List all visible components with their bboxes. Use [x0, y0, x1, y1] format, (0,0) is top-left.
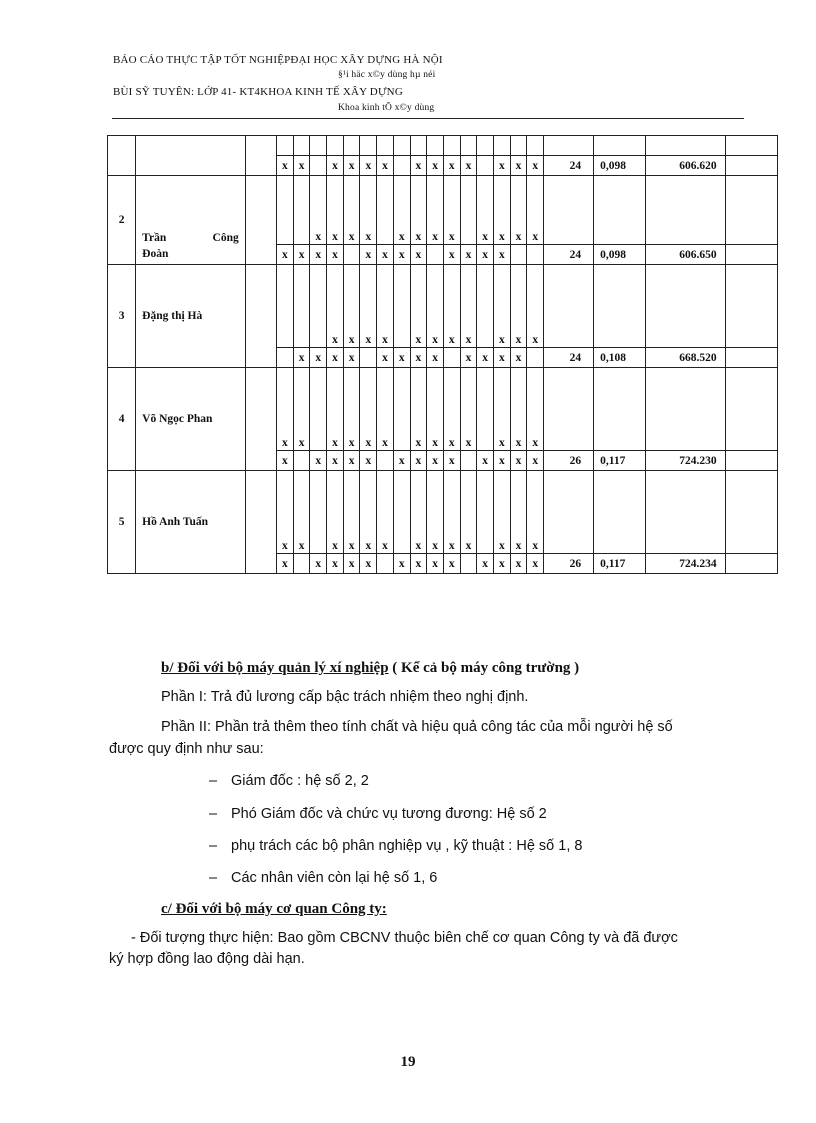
attendance-mark: x [427, 265, 444, 348]
blank-cell [245, 176, 276, 265]
attendance-mark: x [343, 554, 360, 574]
attendance-mark: x [460, 471, 477, 554]
attendance-mark: x [427, 451, 444, 471]
table-row [108, 136, 778, 156]
bullet-item [209, 773, 369, 789]
row-number: 3 [108, 265, 136, 368]
employee-name: Đặng thị Hà [136, 265, 246, 368]
attendance-mark [277, 348, 294, 368]
bullet-text: Các nhân viên còn lại hệ số 1, 6 [231, 870, 438, 886]
attendance-mark [310, 471, 327, 554]
section-b-part1: Phần I: Trả đủ lương cấp bậc trách nhiệm theo nghị định. [161, 689, 529, 705]
attendance-mark: x [493, 471, 510, 554]
attendance-mark: x [310, 245, 327, 265]
bullet-dash: – [209, 773, 218, 789]
attendance-mark: x [493, 265, 510, 348]
blank-cell [245, 471, 276, 574]
blank-cell [245, 265, 276, 368]
employee-name: Hồ Anh Tuấn [136, 471, 246, 574]
attendance-mark: x [510, 368, 527, 451]
empty-cell [544, 368, 594, 451]
table-row [108, 471, 778, 554]
employee-name-split [142, 230, 245, 262]
bullet-item [209, 806, 547, 822]
section-b-heading [161, 660, 579, 677]
coefficient: 0,098 [594, 245, 646, 265]
attendance-mark [343, 136, 360, 156]
attendance-mark: x [460, 265, 477, 348]
section-b-part2-line1: Phần II: Phần trả thêm theo tính chất và hiệu quả công tác của mỗi người hệ số [161, 719, 673, 735]
salary-amount: 724.230 [646, 451, 725, 471]
attendance-mark [477, 156, 494, 176]
attendance-mark: x [527, 156, 544, 176]
attendance-mark: x [360, 554, 377, 574]
attendance-mark: x [343, 348, 360, 368]
attendance-mark: x [360, 156, 377, 176]
attendance-mark: x [427, 176, 444, 245]
attendance-mark: x [293, 156, 310, 176]
work-days: 26 [544, 451, 594, 471]
attendance-mark [443, 136, 460, 156]
empty-cell [594, 176, 646, 245]
attendance-mark: x [327, 156, 344, 176]
attendance-mark: x [443, 245, 460, 265]
attendance-mark: x [393, 348, 410, 368]
attendance-mark: x [527, 554, 544, 574]
attendance-mark: x [410, 451, 427, 471]
employee-name-part: Đoàn [142, 248, 169, 260]
attendance-mark: x [327, 368, 344, 451]
attendance-mark [293, 136, 310, 156]
bullet-text: phụ trách các bộ phân nghiệp vụ , kỹ thuật : Hệ số 1, 8 [231, 838, 583, 854]
attendance-mark: x [477, 554, 494, 574]
attendance-mark: x [510, 156, 527, 176]
attendance-mark [477, 265, 494, 348]
attendance-mark [393, 265, 410, 348]
section-c-line1: - Đối tượng thực hiện: Bao gồm CBCNV thuộc biên chế cơ quan Công ty và đã được [131, 930, 678, 946]
salary-amount: 724.234 [646, 554, 725, 574]
bullet-dash: – [209, 806, 218, 822]
table-row [108, 265, 778, 348]
attendance-mark [310, 156, 327, 176]
attendance-mark: x [493, 156, 510, 176]
attendance-mark: x [360, 265, 377, 348]
attendance-mark [310, 136, 327, 156]
section-b-part2-line2: được quy định như sau: [109, 741, 264, 757]
attendance-mark: x [510, 451, 527, 471]
attendance-mark: x [443, 471, 460, 554]
attendance-mark [443, 348, 460, 368]
section-c-line2: ký hợp đồng lao động dài hạn. [109, 951, 305, 967]
attendance-mark: x [443, 368, 460, 451]
attendance-mark: x [443, 265, 460, 348]
empty-cell [725, 451, 777, 471]
empty-cell [646, 176, 725, 245]
coefficient: 0,108 [594, 348, 646, 368]
empty-cell [544, 176, 594, 245]
attendance-mark: x [277, 245, 294, 265]
attendance-mark: x [493, 348, 510, 368]
attendance-mark: x [360, 368, 377, 451]
attendance-mark [377, 451, 394, 471]
employee-name-part: Công [212, 232, 239, 244]
empty-cell [646, 136, 725, 156]
attendance-mark: x [493, 368, 510, 451]
attendance-mark: x [527, 265, 544, 348]
attendance-mark [393, 156, 410, 176]
row-number: 5 [108, 471, 136, 574]
attendance-mark: x [360, 451, 377, 471]
attendance-mark: x [527, 176, 544, 245]
attendance-mark: x [343, 176, 360, 245]
attendance-mark: x [477, 245, 494, 265]
attendance-mark: x [510, 348, 527, 368]
attendance-mark [310, 265, 327, 348]
attendance-mark [293, 176, 310, 245]
attendance-mark: x [443, 156, 460, 176]
attendance-mark [477, 471, 494, 554]
attendance-mark [377, 136, 394, 156]
work-days: 24 [544, 245, 594, 265]
attendance-mark: x [377, 368, 394, 451]
attendance-mark: x [377, 265, 394, 348]
salary-amount: 606.650 [646, 245, 725, 265]
blank-cell [245, 136, 276, 176]
empty-cell [594, 265, 646, 348]
empty-cell [594, 471, 646, 554]
attendance-mark: x [377, 156, 394, 176]
employee-name-part: Trần [142, 232, 167, 244]
report-header-author: BÙI SỸ TUYÊN: LỚP 41- KT4KHOA KINH TẾ XÂY DỰNG [113, 86, 403, 98]
empty-cell [725, 348, 777, 368]
attendance-mark: x [343, 471, 360, 554]
empty-cell [544, 136, 594, 156]
attendance-mark: x [327, 471, 344, 554]
blank-cell [245, 368, 276, 471]
attendance-mark [460, 176, 477, 245]
attendance-mark [410, 136, 427, 156]
attendance-mark: x [510, 176, 527, 245]
attendance-mark [477, 136, 494, 156]
work-days: 26 [544, 554, 594, 574]
table-row [108, 368, 778, 451]
attendance-mark: x [310, 554, 327, 574]
empty-cell [725, 245, 777, 265]
empty-cell [725, 176, 777, 245]
attendance-mark [293, 554, 310, 574]
row-number [108, 136, 136, 176]
attendance-mark [527, 245, 544, 265]
attendance-mark [460, 136, 477, 156]
attendance-mark: x [310, 451, 327, 471]
attendance-mark: x [410, 471, 427, 554]
section-b-heading-suffix: ( Kể cả bộ máy công trường ) [388, 660, 580, 676]
attendance-mark: x [527, 471, 544, 554]
attendance-mark: x [277, 368, 294, 451]
attendance-mark: x [410, 348, 427, 368]
attendance-mark: x [410, 554, 427, 574]
attendance-mark: x [293, 245, 310, 265]
attendance-mark [360, 348, 377, 368]
empty-cell [725, 471, 777, 554]
attendance-mark [393, 368, 410, 451]
attendance-mark: x [493, 245, 510, 265]
attendance-mark [277, 265, 294, 348]
attendance-mark: x [327, 348, 344, 368]
attendance-mark: x [327, 451, 344, 471]
attendance-mark: x [410, 245, 427, 265]
attendance-mark: x [443, 176, 460, 245]
attendance-mark: x [410, 176, 427, 245]
attendance-mark [393, 471, 410, 554]
attendance-mark: x [393, 245, 410, 265]
employee-name-line [142, 230, 245, 246]
attendance-mark: x [460, 156, 477, 176]
attendance-mark [477, 368, 494, 451]
empty-cell [544, 265, 594, 348]
empty-cell [646, 368, 725, 451]
empty-cell [725, 156, 777, 176]
attendance-mark [327, 136, 344, 156]
empty-cell [646, 471, 725, 554]
attendance-mark: x [493, 451, 510, 471]
attendance-mark: x [277, 554, 294, 574]
section-b-heading-title: b/ Đối với bộ máy quản lý xí nghiệp [161, 660, 389, 676]
employee-name [136, 176, 246, 265]
attendance-mark [510, 245, 527, 265]
bullet-item [209, 870, 437, 886]
coefficient: 0,117 [594, 451, 646, 471]
attendance-mark: x [393, 554, 410, 574]
attendance-mark: x [443, 554, 460, 574]
attendance-mark: x [377, 471, 394, 554]
attendance-mark [427, 136, 444, 156]
bullet-dash: – [209, 870, 218, 886]
attendance-mark: x [277, 156, 294, 176]
attendance-mark: x [527, 368, 544, 451]
attendance-mark: x [393, 176, 410, 245]
section-c-heading: c/ Đối với bộ máy cơ quan Công ty: [161, 901, 387, 917]
attendance-mark [527, 348, 544, 368]
attendance-mark [393, 136, 410, 156]
work-days: 24 [544, 156, 594, 176]
report-header-title: BÁO CÁO THỰC TẬP TỐT NGHIỆPĐẠI HỌC XÂY DỰNG HÀ NỘI [113, 54, 443, 66]
attendance-mark: x [343, 368, 360, 451]
attendance-mark: x [427, 471, 444, 554]
salary-amount: 668.520 [646, 348, 725, 368]
empty-cell [594, 368, 646, 451]
attendance-mark [377, 554, 394, 574]
attendance-mark: x [460, 348, 477, 368]
attendance-mark [293, 265, 310, 348]
attendance-mark: x [427, 156, 444, 176]
attendance-mark: x [460, 245, 477, 265]
attendance-mark: x [293, 368, 310, 451]
attendance-mark: x [343, 451, 360, 471]
attendance-mark: x [493, 176, 510, 245]
employee-name [136, 136, 246, 176]
attendance-mark: x [360, 471, 377, 554]
attendance-mark: x [277, 471, 294, 554]
attendance-mark: x [360, 176, 377, 245]
attendance-mark [310, 368, 327, 451]
report-header-faculty: Khoa kinh tÕ x©y dùng [338, 103, 435, 113]
bullet-text: Giám đốc : hệ số 2, 2 [231, 773, 369, 789]
work-days: 24 [544, 348, 594, 368]
attendance-mark: x [343, 265, 360, 348]
attendance-mark: x [510, 554, 527, 574]
attendance-mark: x [277, 451, 294, 471]
attendance-mark: x [327, 265, 344, 348]
attendance-mark [293, 451, 310, 471]
attendance-mark [493, 136, 510, 156]
attendance-table [107, 135, 778, 574]
attendance-mark: x [427, 348, 444, 368]
attendance-mark: x [310, 348, 327, 368]
attendance-mark: x [493, 554, 510, 574]
employee-name: Võ Ngọc Phan [136, 368, 246, 471]
attendance-mark: x [477, 348, 494, 368]
attendance-mark: x [443, 451, 460, 471]
attendance-mark [360, 136, 377, 156]
attendance-mark: x [510, 265, 527, 348]
empty-cell [725, 265, 777, 348]
attendance-mark: x [460, 368, 477, 451]
attendance-mark: x [393, 451, 410, 471]
attendance-mark: x [527, 451, 544, 471]
attendance-mark [277, 136, 294, 156]
coefficient: 0,117 [594, 554, 646, 574]
row-number: 2 [108, 176, 136, 265]
empty-cell [725, 554, 777, 574]
attendance-mark [510, 136, 527, 156]
header-rule [112, 118, 744, 119]
attendance-mark: x [293, 471, 310, 554]
attendance-mark [277, 176, 294, 245]
attendance-mark: x [343, 156, 360, 176]
attendance-mark: x [327, 245, 344, 265]
attendance-mark: x [327, 554, 344, 574]
attendance-mark: x [327, 176, 344, 245]
empty-cell [594, 136, 646, 156]
bullet-item [209, 838, 582, 854]
report-header-subtitle: §¹i häc x©y dùng hµ néi [338, 70, 436, 80]
attendance-mark: x [510, 471, 527, 554]
attendance-mark: x [377, 245, 394, 265]
attendance-mark: x [477, 176, 494, 245]
empty-cell [544, 471, 594, 554]
attendance-mark: x [410, 156, 427, 176]
attendance-mark: x [427, 554, 444, 574]
empty-cell [725, 368, 777, 451]
attendance-mark: x [410, 368, 427, 451]
attendance-mark: x [293, 348, 310, 368]
empty-cell [725, 136, 777, 156]
attendance-mark [460, 451, 477, 471]
bullet-text: Phó Giám đốc và chức vụ tương đương: Hệ số 2 [231, 806, 547, 822]
page-number: 19 [400, 1054, 416, 1070]
attendance-mark [377, 176, 394, 245]
attendance-mark: x [427, 368, 444, 451]
attendance-mark [460, 554, 477, 574]
bullet-dash: – [209, 838, 218, 854]
attendance-mark: x [360, 245, 377, 265]
salary-amount: 606.620 [646, 156, 725, 176]
attendance-mark [527, 136, 544, 156]
attendance-mark [427, 245, 444, 265]
attendance-mark [343, 245, 360, 265]
row-number: 4 [108, 368, 136, 471]
empty-cell [646, 265, 725, 348]
attendance-mark: x [377, 348, 394, 368]
attendance-mark: x [477, 451, 494, 471]
table-row [108, 176, 778, 245]
attendance-mark: x [410, 265, 427, 348]
attendance-mark: x [310, 176, 327, 245]
coefficient: 0,098 [594, 156, 646, 176]
